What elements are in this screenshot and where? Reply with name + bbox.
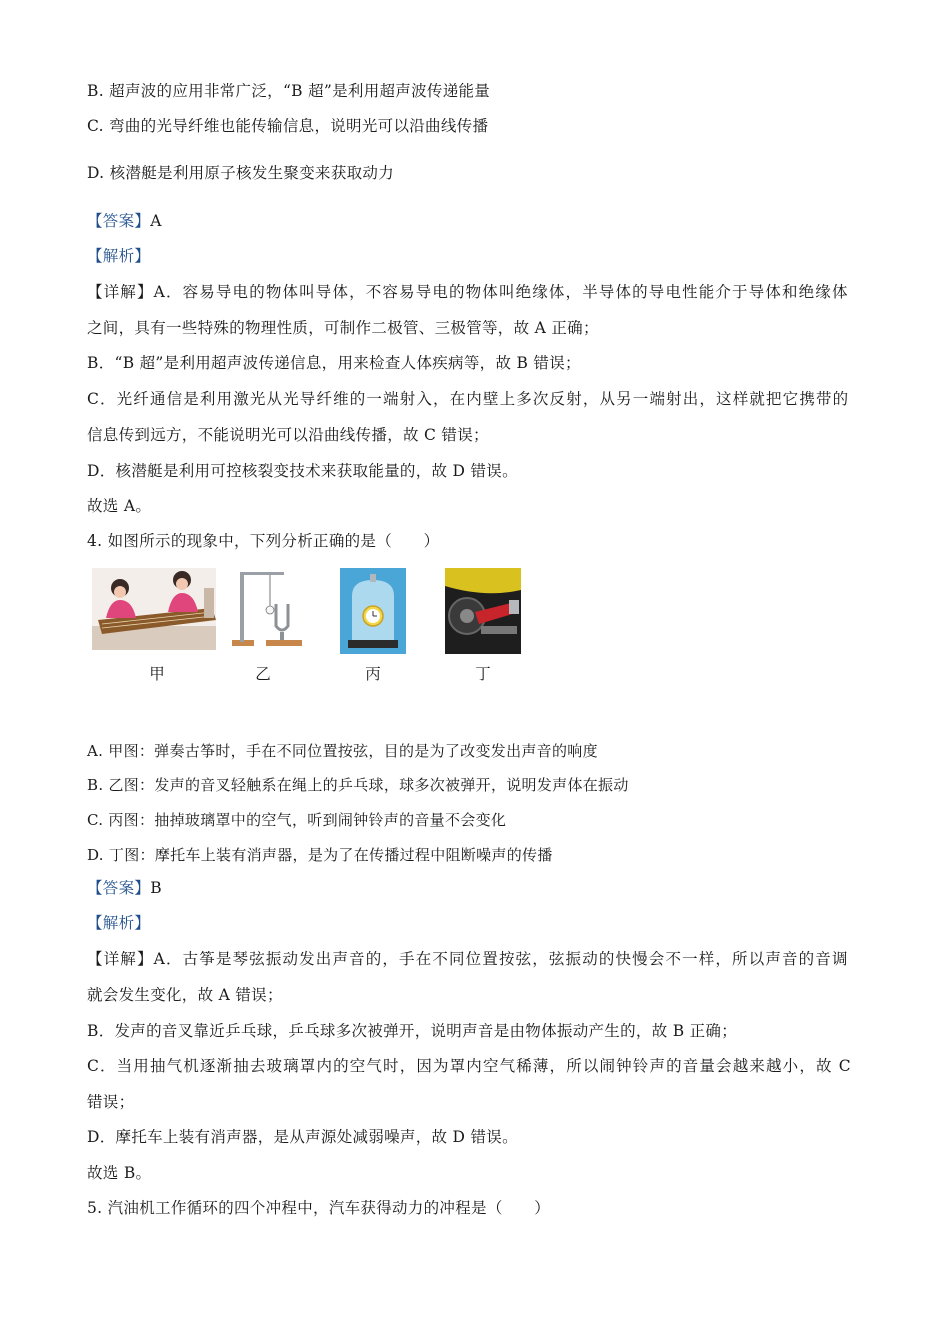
q4-option-d: D. 丁图：摩托车上装有消声器，是为了在传播过程中阻断噪声的传播 xyxy=(87,846,553,864)
figure-label-jia: 甲 xyxy=(149,665,165,683)
answer-value: B xyxy=(150,879,162,897)
detail-tag: 【详解】 xyxy=(87,283,154,301)
q4-option-c: C. 丙图：抽掉玻璃罩中的空气，听到闹钟铃声的音量不会变化 xyxy=(87,811,507,829)
figure-yi-tuning-fork xyxy=(226,568,306,683)
q3-option-c: C. 弯曲的光导纤维也能传输信息，说明光可以沿曲线传播 xyxy=(87,117,489,135)
q4-detail-line7: 故选 B。 xyxy=(87,1164,152,1182)
q3-detail-line2: 之间，具有一些特殊的物理性质，可制作二极管、三极管等，故 A 正确； xyxy=(87,319,599,337)
q3-detail-line1 xyxy=(87,281,849,303)
q3-answer xyxy=(87,210,162,232)
guzheng-player-image xyxy=(92,568,216,650)
q4-detail-line3: B．发声的音叉靠近乒乓球，乒乓球多次被弹开，说明声音是由物体振动产生的，故 B 正确； xyxy=(87,1022,738,1040)
q4-analysis-tag: 【解析】 xyxy=(87,914,151,932)
q3-option-b: B. 超声波的应用非常广泛，“B 超”是利用超声波传递能量 xyxy=(87,82,491,100)
q3-detail-line6: D．核潜艇是利用可控核裂变技术来获取能量的，故 D 错误。 xyxy=(87,462,518,480)
q4-figures xyxy=(92,568,532,688)
bell-jar-clock-image xyxy=(340,568,406,654)
detail-text: A．古筝是琴弦振动发出声音的，手在不同位置按弦，弦振动的快慢会不一样，所以声音的音调 xyxy=(153,950,849,968)
figure-label-bing: 丙 xyxy=(365,665,381,683)
figure-ding-motorcycle xyxy=(445,568,521,683)
q4-detail-line1 xyxy=(87,948,849,970)
q4-option-a: A. 甲图：弹奏古筝时，手在不同位置按弦，目的是为了改变发出声音的响度 xyxy=(87,742,598,760)
detail-tag: 【详解】 xyxy=(87,950,154,968)
figure-jia-guzheng xyxy=(92,568,216,683)
detail-text: A．容易导电的物体叫导体，不容易导电的物体叫绝缘体，半导体的导电性能介于导体和绝缘体 xyxy=(153,283,849,301)
q5-stem: 5. 汽油机工作循环的四个冲程中，汽车获得动力的冲程是（ ） xyxy=(87,1199,551,1217)
q4-option-b: B. 乙图：发声的音叉轻触系在绳上的乒乓球，球多次被弹开，说明发声体在振动 xyxy=(87,776,629,794)
answer-value: A xyxy=(150,212,162,230)
figure-bing-bell-jar xyxy=(340,568,406,683)
q4-detail-line5: 错误； xyxy=(87,1093,135,1111)
q4-answer xyxy=(87,877,162,899)
q4-detail-line6: D．摩托车上装有消声器，是从声源处减弱噪声，故 D 错误。 xyxy=(87,1128,518,1146)
tuning-fork-image xyxy=(226,568,306,650)
q3-analysis-tag: 【解析】 xyxy=(87,247,151,265)
answer-tag: 【答案】 xyxy=(87,879,151,897)
motorcycle-muffler-image xyxy=(445,568,521,654)
q3-detail-line5: 信息传到远方，不能说明光可以沿曲线传播，故 C 错误； xyxy=(87,426,489,444)
q3-detail-line4: C．光纤通信是利用激光从光导纤维的一端射入，在内壁上多次反射，从另一端射出，这样就把它携带的 xyxy=(87,390,850,408)
q3-option-d: D. 核潜艇是利用原子核发生聚变来获取动力 xyxy=(87,164,395,182)
q3-detail-line7: 故选 A。 xyxy=(87,497,152,515)
q4-detail-line2: 就会发生变化，故 A 错误； xyxy=(87,986,283,1004)
figure-label-yi: 乙 xyxy=(255,665,271,683)
q4-stem: 4. 如图所示的现象中，下列分析正确的是（ ） xyxy=(87,532,440,550)
answer-tag: 【答案】 xyxy=(87,212,151,230)
q3-detail-line3: B．“B 超”是利用超声波传递信息，用来检查人体疾病等，故 B 错误； xyxy=(87,354,581,372)
q4-detail-line4: C．当用抽气机逐渐抽去玻璃罩内的空气时，因为罩内空气稀薄，所以闹钟铃声的音量会越来越小，故 C xyxy=(87,1057,852,1075)
figure-label-ding: 丁 xyxy=(475,665,491,683)
